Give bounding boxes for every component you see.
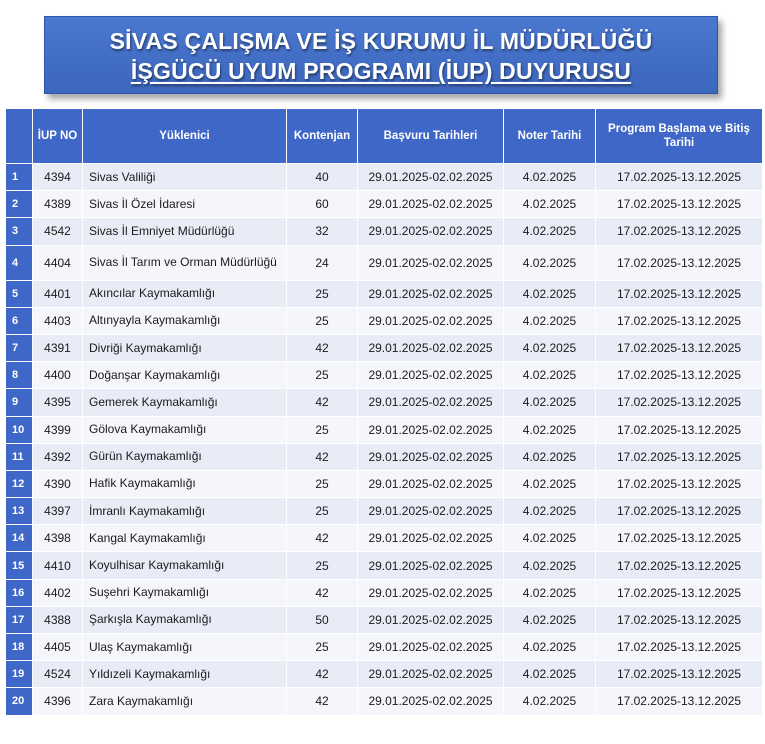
- quota-cell: 42: [287, 389, 358, 416]
- quota-cell: 50: [287, 606, 358, 633]
- notary-date-cell: 4.02.2025: [504, 661, 596, 688]
- quota-cell: 42: [287, 688, 358, 715]
- quota-cell: 25: [287, 416, 358, 443]
- table-row: [6, 661, 763, 688]
- row-index: 6: [6, 307, 33, 334]
- contractor-cell: Sivas İl Özel İdaresi: [83, 191, 287, 218]
- application-dates-cell: 29.01.2025-02.02.2025: [358, 606, 504, 633]
- contractor-cell: Zara Kaymakamlığı: [83, 688, 287, 715]
- row-index: 17: [6, 606, 33, 633]
- application-dates-cell: 29.01.2025-02.02.2025: [358, 525, 504, 552]
- contractor-cell: Gölova Kaymakamlığı: [83, 416, 287, 443]
- table-row: [6, 416, 763, 443]
- application-dates-cell: 29.01.2025-02.02.2025: [358, 280, 504, 307]
- quota-cell: 25: [287, 498, 358, 525]
- row-index: 2: [6, 191, 33, 218]
- application-dates-cell: 29.01.2025-02.02.2025: [358, 552, 504, 579]
- quota-cell: 25: [287, 470, 358, 497]
- application-dates-cell: 29.01.2025-02.02.2025: [358, 307, 504, 334]
- table-row: [6, 552, 763, 579]
- contractor-cell: Doğanşar Kaymakamlığı: [83, 362, 287, 389]
- row-index: 19: [6, 661, 33, 688]
- row-index: 9: [6, 389, 33, 416]
- iup-no-cell: 4410: [33, 552, 83, 579]
- application-dates-cell: 29.01.2025-02.02.2025: [358, 661, 504, 688]
- col-header-index: [6, 109, 33, 164]
- application-dates-cell: 29.01.2025-02.02.2025: [358, 688, 504, 715]
- program-dates-cell: 17.02.2025-13.12.2025: [596, 525, 763, 552]
- notary-date-cell: 4.02.2025: [504, 498, 596, 525]
- table-row: [6, 525, 763, 552]
- notary-date-cell: 4.02.2025: [504, 606, 596, 633]
- program-dates-cell: 17.02.2025-13.12.2025: [596, 389, 763, 416]
- notary-date-cell: 4.02.2025: [504, 389, 596, 416]
- table-row: [6, 280, 763, 307]
- contractor-cell: Divriği Kaymakamlığı: [83, 334, 287, 361]
- row-index: 16: [6, 579, 33, 606]
- contractor-cell: Sivas İl Tarım ve Orman Müdürlüğü: [83, 245, 287, 280]
- col-header-contractor: Yüklenici: [83, 109, 287, 164]
- iup-no-cell: 4542: [33, 218, 83, 245]
- table-row: [6, 218, 763, 245]
- iup-no-cell: 4402: [33, 579, 83, 606]
- table-header-row: [6, 109, 763, 164]
- application-dates-cell: 29.01.2025-02.02.2025: [358, 191, 504, 218]
- notary-date-cell: 4.02.2025: [504, 164, 596, 191]
- row-index: 1: [6, 164, 33, 191]
- table-row: [6, 688, 763, 715]
- table-row: [6, 334, 763, 361]
- row-index: 15: [6, 552, 33, 579]
- iup-no-cell: 4404: [33, 245, 83, 280]
- row-index: 4: [6, 245, 33, 280]
- notary-date-cell: 4.02.2025: [504, 218, 596, 245]
- table-row: [6, 362, 763, 389]
- notary-date-cell: 4.02.2025: [504, 688, 596, 715]
- program-dates-cell: 17.02.2025-13.12.2025: [596, 362, 763, 389]
- col-header-iup-no: İUP NO: [33, 109, 83, 164]
- program-dates-cell: 17.02.2025-13.12.2025: [596, 661, 763, 688]
- iup-no-cell: 4391: [33, 334, 83, 361]
- row-index: 13: [6, 498, 33, 525]
- program-dates-cell: 17.02.2025-13.12.2025: [596, 280, 763, 307]
- application-dates-cell: 29.01.2025-02.02.2025: [358, 245, 504, 280]
- quota-cell: 60: [287, 191, 358, 218]
- contractor-cell: İmranlı Kaymakamlığı: [83, 498, 287, 525]
- program-dates-cell: 17.02.2025-13.12.2025: [596, 606, 763, 633]
- contractor-cell: Suşehri Kaymakamlığı: [83, 579, 287, 606]
- table-row: [6, 164, 763, 191]
- notary-date-cell: 4.02.2025: [504, 307, 596, 334]
- program-dates-cell: 17.02.2025-13.12.2025: [596, 245, 763, 280]
- contractor-cell: Sivas Valiliği: [83, 164, 287, 191]
- notary-date-cell: 4.02.2025: [504, 443, 596, 470]
- col-header-notary-date: Noter Tarihi: [504, 109, 596, 164]
- table-body: [6, 164, 763, 716]
- quota-cell: 25: [287, 634, 358, 661]
- row-index: 11: [6, 443, 33, 470]
- program-table: [5, 108, 763, 716]
- iup-no-cell: 4388: [33, 606, 83, 633]
- quota-cell: 42: [287, 525, 358, 552]
- application-dates-cell: 29.01.2025-02.02.2025: [358, 443, 504, 470]
- table-row: [6, 634, 763, 661]
- table-row: [6, 191, 763, 218]
- table-row: [6, 470, 763, 497]
- program-dates-cell: 17.02.2025-13.12.2025: [596, 334, 763, 361]
- program-dates-cell: 17.02.2025-13.12.2025: [596, 688, 763, 715]
- contractor-cell: Akıncılar Kaymakamlığı: [83, 280, 287, 307]
- row-index: 14: [6, 525, 33, 552]
- application-dates-cell: 29.01.2025-02.02.2025: [358, 416, 504, 443]
- table-row: [6, 579, 763, 606]
- row-index: 10: [6, 416, 33, 443]
- banner-title-line2: İŞGÜCÜ UYUM PROGRAMI (İUP) DUYURUSU: [130, 58, 632, 84]
- contractor-cell: Gemerek Kaymakamlığı: [83, 389, 287, 416]
- contractor-cell: Kangal Kaymakamlığı: [83, 525, 287, 552]
- program-dates-cell: 17.02.2025-13.12.2025: [596, 416, 763, 443]
- program-dates-cell: 17.02.2025-13.12.2025: [596, 443, 763, 470]
- contractor-cell: Koyulhisar Kaymakamlığı: [83, 552, 287, 579]
- announcement-banner: [44, 16, 718, 94]
- row-index: 8: [6, 362, 33, 389]
- notary-date-cell: 4.02.2025: [504, 280, 596, 307]
- iup-no-cell: 4395: [33, 389, 83, 416]
- row-index: 7: [6, 334, 33, 361]
- notary-date-cell: 4.02.2025: [504, 362, 596, 389]
- quota-cell: 42: [287, 661, 358, 688]
- table-row: [6, 443, 763, 470]
- quota-cell: 42: [287, 579, 358, 606]
- quota-cell: 24: [287, 245, 358, 280]
- program-dates-cell: 17.02.2025-13.12.2025: [596, 164, 763, 191]
- notary-date-cell: 4.02.2025: [504, 416, 596, 443]
- program-dates-cell: 17.02.2025-13.12.2025: [596, 307, 763, 334]
- quota-cell: 25: [287, 552, 358, 579]
- application-dates-cell: 29.01.2025-02.02.2025: [358, 579, 504, 606]
- notary-date-cell: 4.02.2025: [504, 191, 596, 218]
- row-index: 12: [6, 470, 33, 497]
- iup-no-cell: 4396: [33, 688, 83, 715]
- iup-no-cell: 4398: [33, 525, 83, 552]
- table-row: [6, 498, 763, 525]
- iup-no-cell: 4399: [33, 416, 83, 443]
- quota-cell: 25: [287, 362, 358, 389]
- iup-no-cell: 4400: [33, 362, 83, 389]
- iup-no-cell: 4405: [33, 634, 83, 661]
- notary-date-cell: 4.02.2025: [504, 634, 596, 661]
- row-index: 3: [6, 218, 33, 245]
- program-dates-cell: 17.02.2025-13.12.2025: [596, 634, 763, 661]
- application-dates-cell: 29.01.2025-02.02.2025: [358, 362, 504, 389]
- application-dates-cell: 29.01.2025-02.02.2025: [358, 498, 504, 525]
- iup-no-cell: 4397: [33, 498, 83, 525]
- contractor-cell: Hafik Kaymakamlığı: [83, 470, 287, 497]
- program-dates-cell: 17.02.2025-13.12.2025: [596, 218, 763, 245]
- row-index: 5: [6, 280, 33, 307]
- notary-date-cell: 4.02.2025: [504, 525, 596, 552]
- quota-cell: 42: [287, 334, 358, 361]
- quota-cell: 25: [287, 307, 358, 334]
- contractor-cell: Şarkışla Kaymakamlığı: [83, 606, 287, 633]
- notary-date-cell: 4.02.2025: [504, 579, 596, 606]
- banner-title-line1: SİVAS ÇALIŞMA VE İŞ KURUMU İL MÜDÜRLÜĞÜ: [109, 28, 653, 54]
- contractor-cell: Altınyayla Kaymakamlığı: [83, 307, 287, 334]
- notary-date-cell: 4.02.2025: [504, 334, 596, 361]
- col-header-application-dates: Başvuru Tarihleri: [358, 109, 504, 164]
- iup-no-cell: 4390: [33, 470, 83, 497]
- application-dates-cell: 29.01.2025-02.02.2025: [358, 389, 504, 416]
- iup-no-cell: 4392: [33, 443, 83, 470]
- contractor-cell: Ulaş Kaymakamlığı: [83, 634, 287, 661]
- contractor-cell: Gürün Kaymakamlığı: [83, 443, 287, 470]
- quota-cell: 40: [287, 164, 358, 191]
- contractor-cell: Sivas İl Emniyet Müdürlüğü: [83, 218, 287, 245]
- program-dates-cell: 17.02.2025-13.12.2025: [596, 191, 763, 218]
- row-index: 18: [6, 634, 33, 661]
- notary-date-cell: 4.02.2025: [504, 470, 596, 497]
- notary-date-cell: 4.02.2025: [504, 552, 596, 579]
- iup-no-cell: 4394: [33, 164, 83, 191]
- application-dates-cell: 29.01.2025-02.02.2025: [358, 218, 504, 245]
- iup-no-cell: 4524: [33, 661, 83, 688]
- row-index: 20: [6, 688, 33, 715]
- table-row: [6, 389, 763, 416]
- quota-cell: 32: [287, 218, 358, 245]
- application-dates-cell: 29.01.2025-02.02.2025: [358, 470, 504, 497]
- col-header-quota: Kontenjan: [287, 109, 358, 164]
- program-dates-cell: 17.02.2025-13.12.2025: [596, 470, 763, 497]
- iup-no-cell: 4401: [33, 280, 83, 307]
- table-row: [6, 307, 763, 334]
- col-header-program-dates: Program Başlama ve Bitiş Tarihi: [596, 109, 763, 164]
- application-dates-cell: 29.01.2025-02.02.2025: [358, 634, 504, 661]
- program-dates-cell: 17.02.2025-13.12.2025: [596, 552, 763, 579]
- iup-no-cell: 4389: [33, 191, 83, 218]
- quota-cell: 25: [287, 280, 358, 307]
- program-dates-cell: 17.02.2025-13.12.2025: [596, 498, 763, 525]
- quota-cell: 42: [287, 443, 358, 470]
- table-row: [6, 245, 763, 280]
- application-dates-cell: 29.01.2025-02.02.2025: [358, 164, 504, 191]
- application-dates-cell: 29.01.2025-02.02.2025: [358, 334, 504, 361]
- contractor-cell: Yıldızeli Kaymakamlığı: [83, 661, 287, 688]
- notary-date-cell: 4.02.2025: [504, 245, 596, 280]
- iup-no-cell: 4403: [33, 307, 83, 334]
- table-row: [6, 606, 763, 633]
- program-dates-cell: 17.02.2025-13.12.2025: [596, 579, 763, 606]
